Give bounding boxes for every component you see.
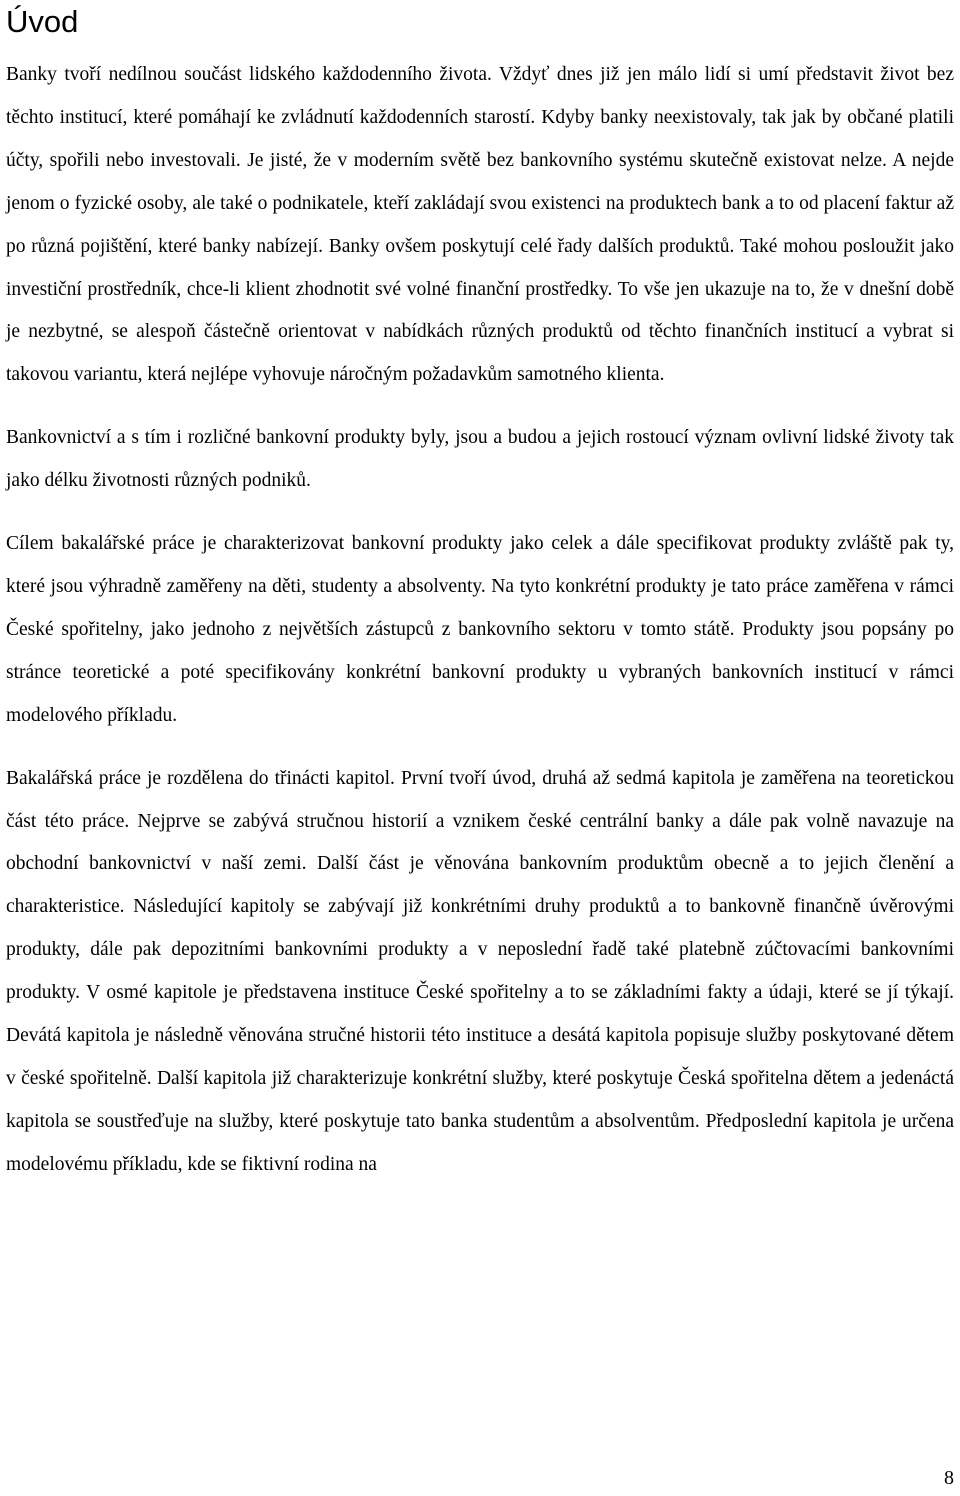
page-number: 8 — [944, 1467, 954, 1489]
paragraph-banking-significance: Bankovnictví a s tím i rozličné bankovní produkty byly, jsou a budou a jejich rostoucí význam ovlivní lidské životy tak jako délku životnosti různých podniků. — [6, 427, 954, 492]
page-title: Úvod — [6, 4, 79, 39]
paragraph-thesis-goal: Cílem bakalářské práce je charakterizovat bankovní produkty jako celek a dále specifikovat produkty zvláště pak ty, které jsou výhradně zaměřeny na děti, studenty a absolventy. Na tyto konkrétní produkty je tato práce zaměřena v rámci České spořitelny, jako jednoho z největších zástupců z bankovního sektoru v tomto státě. Produkty jsou popsány po stránce teoretické a poté specifikovány konkrétní bankovní produkty u vybraných bankovních institucí v rámci modelového příkladu. — [6, 533, 954, 726]
paragraph-intro: Banky tvoří nedílnou součást lidského každodenního života. Vždyť dnes již jen málo lidí si umí představit život bez těchto institucí, které pomáhají ke zvládnutí každodenních starostí. Kdyby banky neexistovaly, tak jak by občané platili účty, spořili nebo investovali. Je jisté, že v moderním světě bez bankovního systému skutečně existovat nelze. A nejde jenom o fyzické osoby, ale také o podnikatele, kteří zakládají svou existenci na produktech bank a to od placení faktur až po různá pojištění, které banky nabízejí. Banky ovšem poskytují celé řady dalších produktů. Také mohou posloužit jako investiční prostředník, chce-li klient zhodnotit své volné finanční prostředky. To vše jen ukazuje na to, že v dnešní době je nezbytné, se alespoň částečně orientovat v nabídkách různých produktů od těchto finančních institucí a vybrat si takovou variantu, která nejlépe vyhovuje náročným požadavkům samotného klienta. — [6, 64, 954, 386]
document-page — [6, 0, 954, 1207]
paragraph-thesis-structure: Bakalářská práce je rozdělena do třinácti kapitol. První tvoří úvod, druhá až sedmá kapitola je zaměřena na teoretickou část této práce. Nejprve se zabývá stručnou historií a vznikem české centrální banky a dále pak volně navazuje na obchodní bankovnictví v naší zemi. Další část je věnována bankovním produktům obecně a to jejich členění a charakteristice. Následující kapitoly se zabývají již konkrétními druhy produktů a to bankovně finančně úvěrovými produkty, dále pak depozitními bankovními produkty a v neposlední řadě také platebně zúčtovacími bankovními produkty. V osmé kapitole je představena instituce České spořitelny a to se základními fakty a údaji, které se jí týkají. Devátá kapitola je následně věnována stručné historii této instituce a desátá kapitola popisuje služby poskytované dětem v české spořitelně. Další kapitola již charakterizuje konkrétní služby, které poskytuje Česká spořitelna dětem a jedenáctá kapitola se soustřeďuje na služby, které poskytuje tato banka studentům a absolventům. Předposlední kapitola je určena modelovému příkladu, kde se fiktivní rodina na — [6, 767, 954, 1175]
